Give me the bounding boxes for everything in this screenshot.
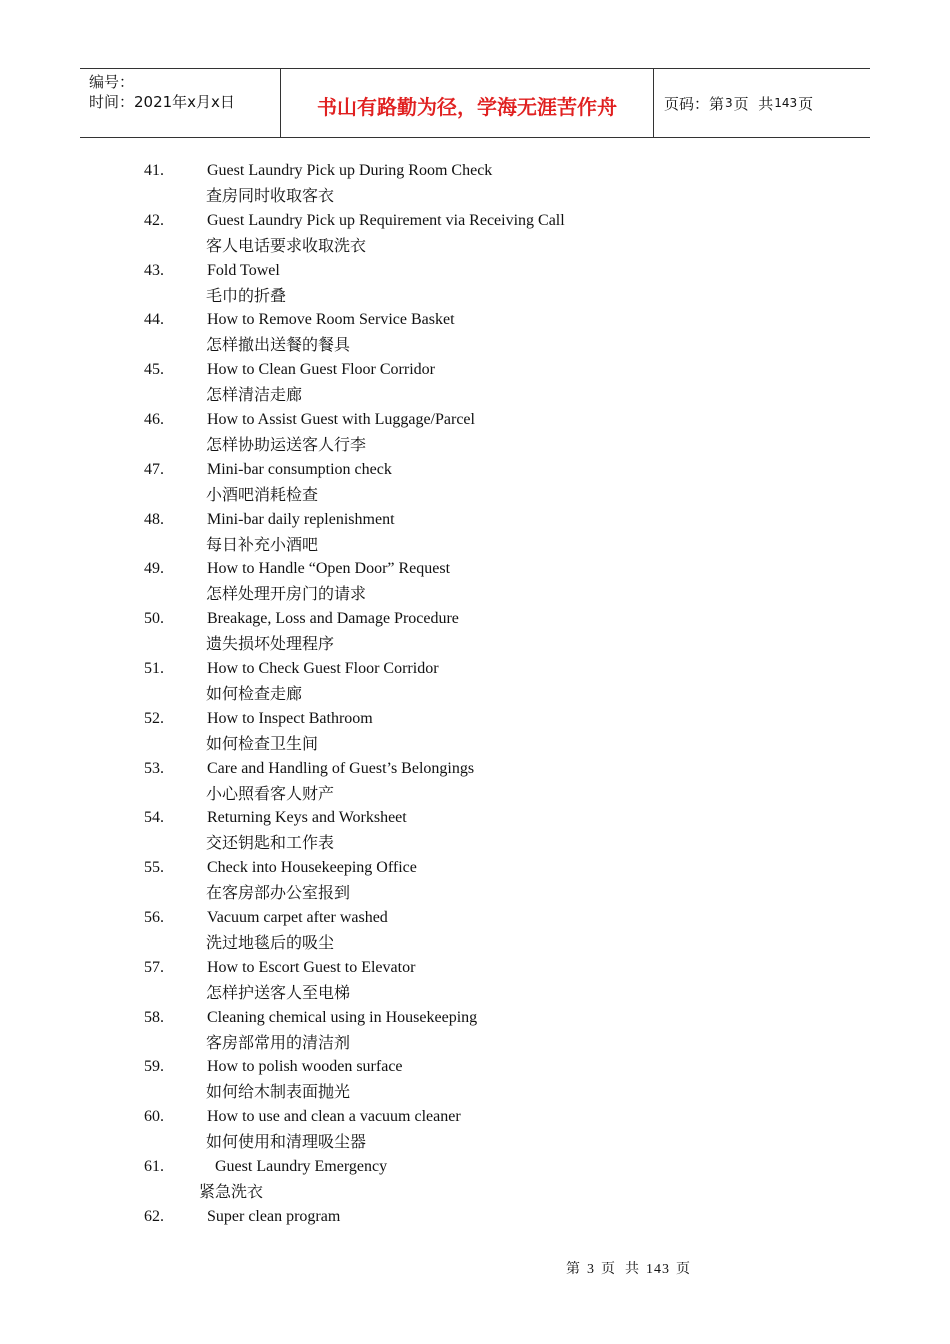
item-number: 47. [144,460,164,478]
list-item [0,1005,950,1055]
item-number: 45. [144,361,164,379]
item-number: 42. [144,211,164,229]
item-chinese-title: 怎样撤出送餐的餐具 [206,335,351,355]
item-english-title: How to Remove Room Service Basket [207,311,455,329]
item-number: 51. [144,659,164,677]
footer-prefix: 第 [566,1262,581,1277]
item-chinese-title: 客人电话要求收取洗衣 [206,235,367,255]
item-number: 62. [144,1207,164,1225]
list-item [0,258,950,308]
item-number: 50. [144,610,164,628]
item-english-title: How to Assist Guest with Luggage/Parcel [207,410,475,428]
page-label-prefix: 页码：第 [664,94,725,113]
item-chinese-title: 交还钥匙和工作表 [206,833,335,853]
item-chinese-title: 紧急洗衣 [199,1181,264,1201]
item-chinese-title: 如何给木制表面抛光 [206,1082,351,1102]
item-english-title: How to use and clean a vacuum cleaner [207,1108,461,1126]
item-chinese-title: 客房部常用的清洁剂 [206,1032,351,1052]
item-english-title: Fold Towel [207,261,280,279]
item-english-title: Vacuum carpet after washed [207,908,388,926]
item-number: 52. [144,709,164,727]
item-english-title: Guest Laundry Emergency [215,1157,388,1175]
page-label-suffix: 页 [798,94,814,113]
item-english-title: Returning Keys and Worksheet [207,809,407,827]
page-header [80,68,870,138]
item-number: 43. [144,261,164,279]
item-number: 53. [144,759,164,777]
item-english-title: Mini-bar consumption check [207,460,392,478]
item-number: 59. [144,1058,164,1076]
item-number: 57. [144,958,164,976]
item-english-title: Breakage, Loss and Damage Procedure [207,610,459,628]
item-english-title: How to Check Guest Floor Corridor [207,659,439,677]
header-meta [80,69,281,137]
list-item [0,208,950,258]
list-item [0,706,950,756]
list-item [0,606,950,656]
item-english-title: Guest Laundry Pick up Requirement via Receiving Call [207,211,565,229]
list-item [0,805,950,855]
item-number: 55. [144,859,164,877]
list-item [0,656,950,706]
item-chinese-title: 小酒吧消耗检查 [206,484,319,504]
item-chinese-title: 遗失损坏处理程序 [206,634,335,654]
list-item [0,1054,950,1104]
item-english-title: How to Escort Guest to Elevator [207,958,416,976]
list-item [0,955,950,1005]
list-item [0,1154,950,1204]
list-item [0,407,950,457]
list-item [0,357,950,407]
item-english-title: Check into Housekeeping Office [207,859,417,877]
list-item [0,905,950,955]
footer-suffix: 页 [676,1262,691,1277]
item-number: 54. [144,809,164,827]
item-english-title: Mini-bar daily replenishment [207,510,395,528]
item-english-title: Super clean program [207,1207,341,1225]
item-number: 60. [144,1108,164,1126]
item-english-title: How to polish wooden surface [207,1058,403,1076]
item-chinese-title: 怎样协助运送客人行李 [206,434,367,454]
item-chinese-title: 怎样护送客人至电梯 [206,982,351,1002]
item-english-title: Care and Handling of Guest’s Belongings [207,759,475,777]
list-item [0,1204,950,1254]
item-chinese-title: 查房同时收取客衣 [206,186,335,205]
list-item [0,1104,950,1154]
item-number: 58. [144,1008,164,1026]
footer-total: 143 [646,1262,670,1277]
item-chinese-title: 毛巾的折叠 [206,285,287,305]
item-number: 61. [144,1157,164,1175]
page-footer [563,1258,694,1278]
list-item [0,158,950,208]
list-item [0,756,950,806]
item-number: 44. [144,311,164,329]
item-number: 56. [144,908,164,926]
code-label: 编号： [89,73,135,91]
item-chinese-title: 小心照看客人财产 [206,783,335,803]
item-number: 46. [144,410,164,428]
procedure-list [0,158,950,1254]
item-number: 48. [144,510,164,528]
list-item [0,556,950,606]
list-item [0,307,950,357]
item-chinese-title: 在客房部办公室报到 [206,883,351,903]
item-english-title: How to Inspect Bathroom [207,709,373,727]
page-current: 3 [725,96,733,110]
footer-mid: 页 共 [601,1262,640,1277]
item-english-title: How to Handle “Open Door” Request [207,560,451,578]
item-number: 41. [144,162,164,179]
item-chinese-title: 洗过地毯后的吸尘 [206,932,335,952]
item-english-title: Guest Laundry Pick up During Room Check [207,162,493,179]
page-total: 143 [774,96,798,110]
item-english-title: How to Clean Guest Floor Corridor [207,361,435,379]
item-english-title: Cleaning chemical using in Housekeeping [207,1008,478,1026]
item-chinese-title: 如何检查走廊 [206,683,303,703]
list-item [0,507,950,557]
item-chinese-title: 如何使用和清理吸尘器 [206,1132,367,1152]
item-chinese-title: 怎样清洁走廊 [206,385,303,405]
item-chinese-title: 如何检查卫生间 [206,733,319,753]
list-item [0,457,950,507]
list-item [0,855,950,905]
item-chinese-title: 怎样处理开房门的请求 [206,584,367,604]
item-number: 49. [144,560,164,578]
header-page-info [654,69,870,137]
time-label: 时间：2021年x月x日 [89,93,235,111]
header-motto: 书山有路勤为径，学海无涯苦作舟 [281,69,654,137]
footer-current: 3 [587,1262,595,1277]
page-label-mid: 页 共 [733,94,774,113]
item-chinese-title: 每日补充小酒吧 [206,534,319,554]
